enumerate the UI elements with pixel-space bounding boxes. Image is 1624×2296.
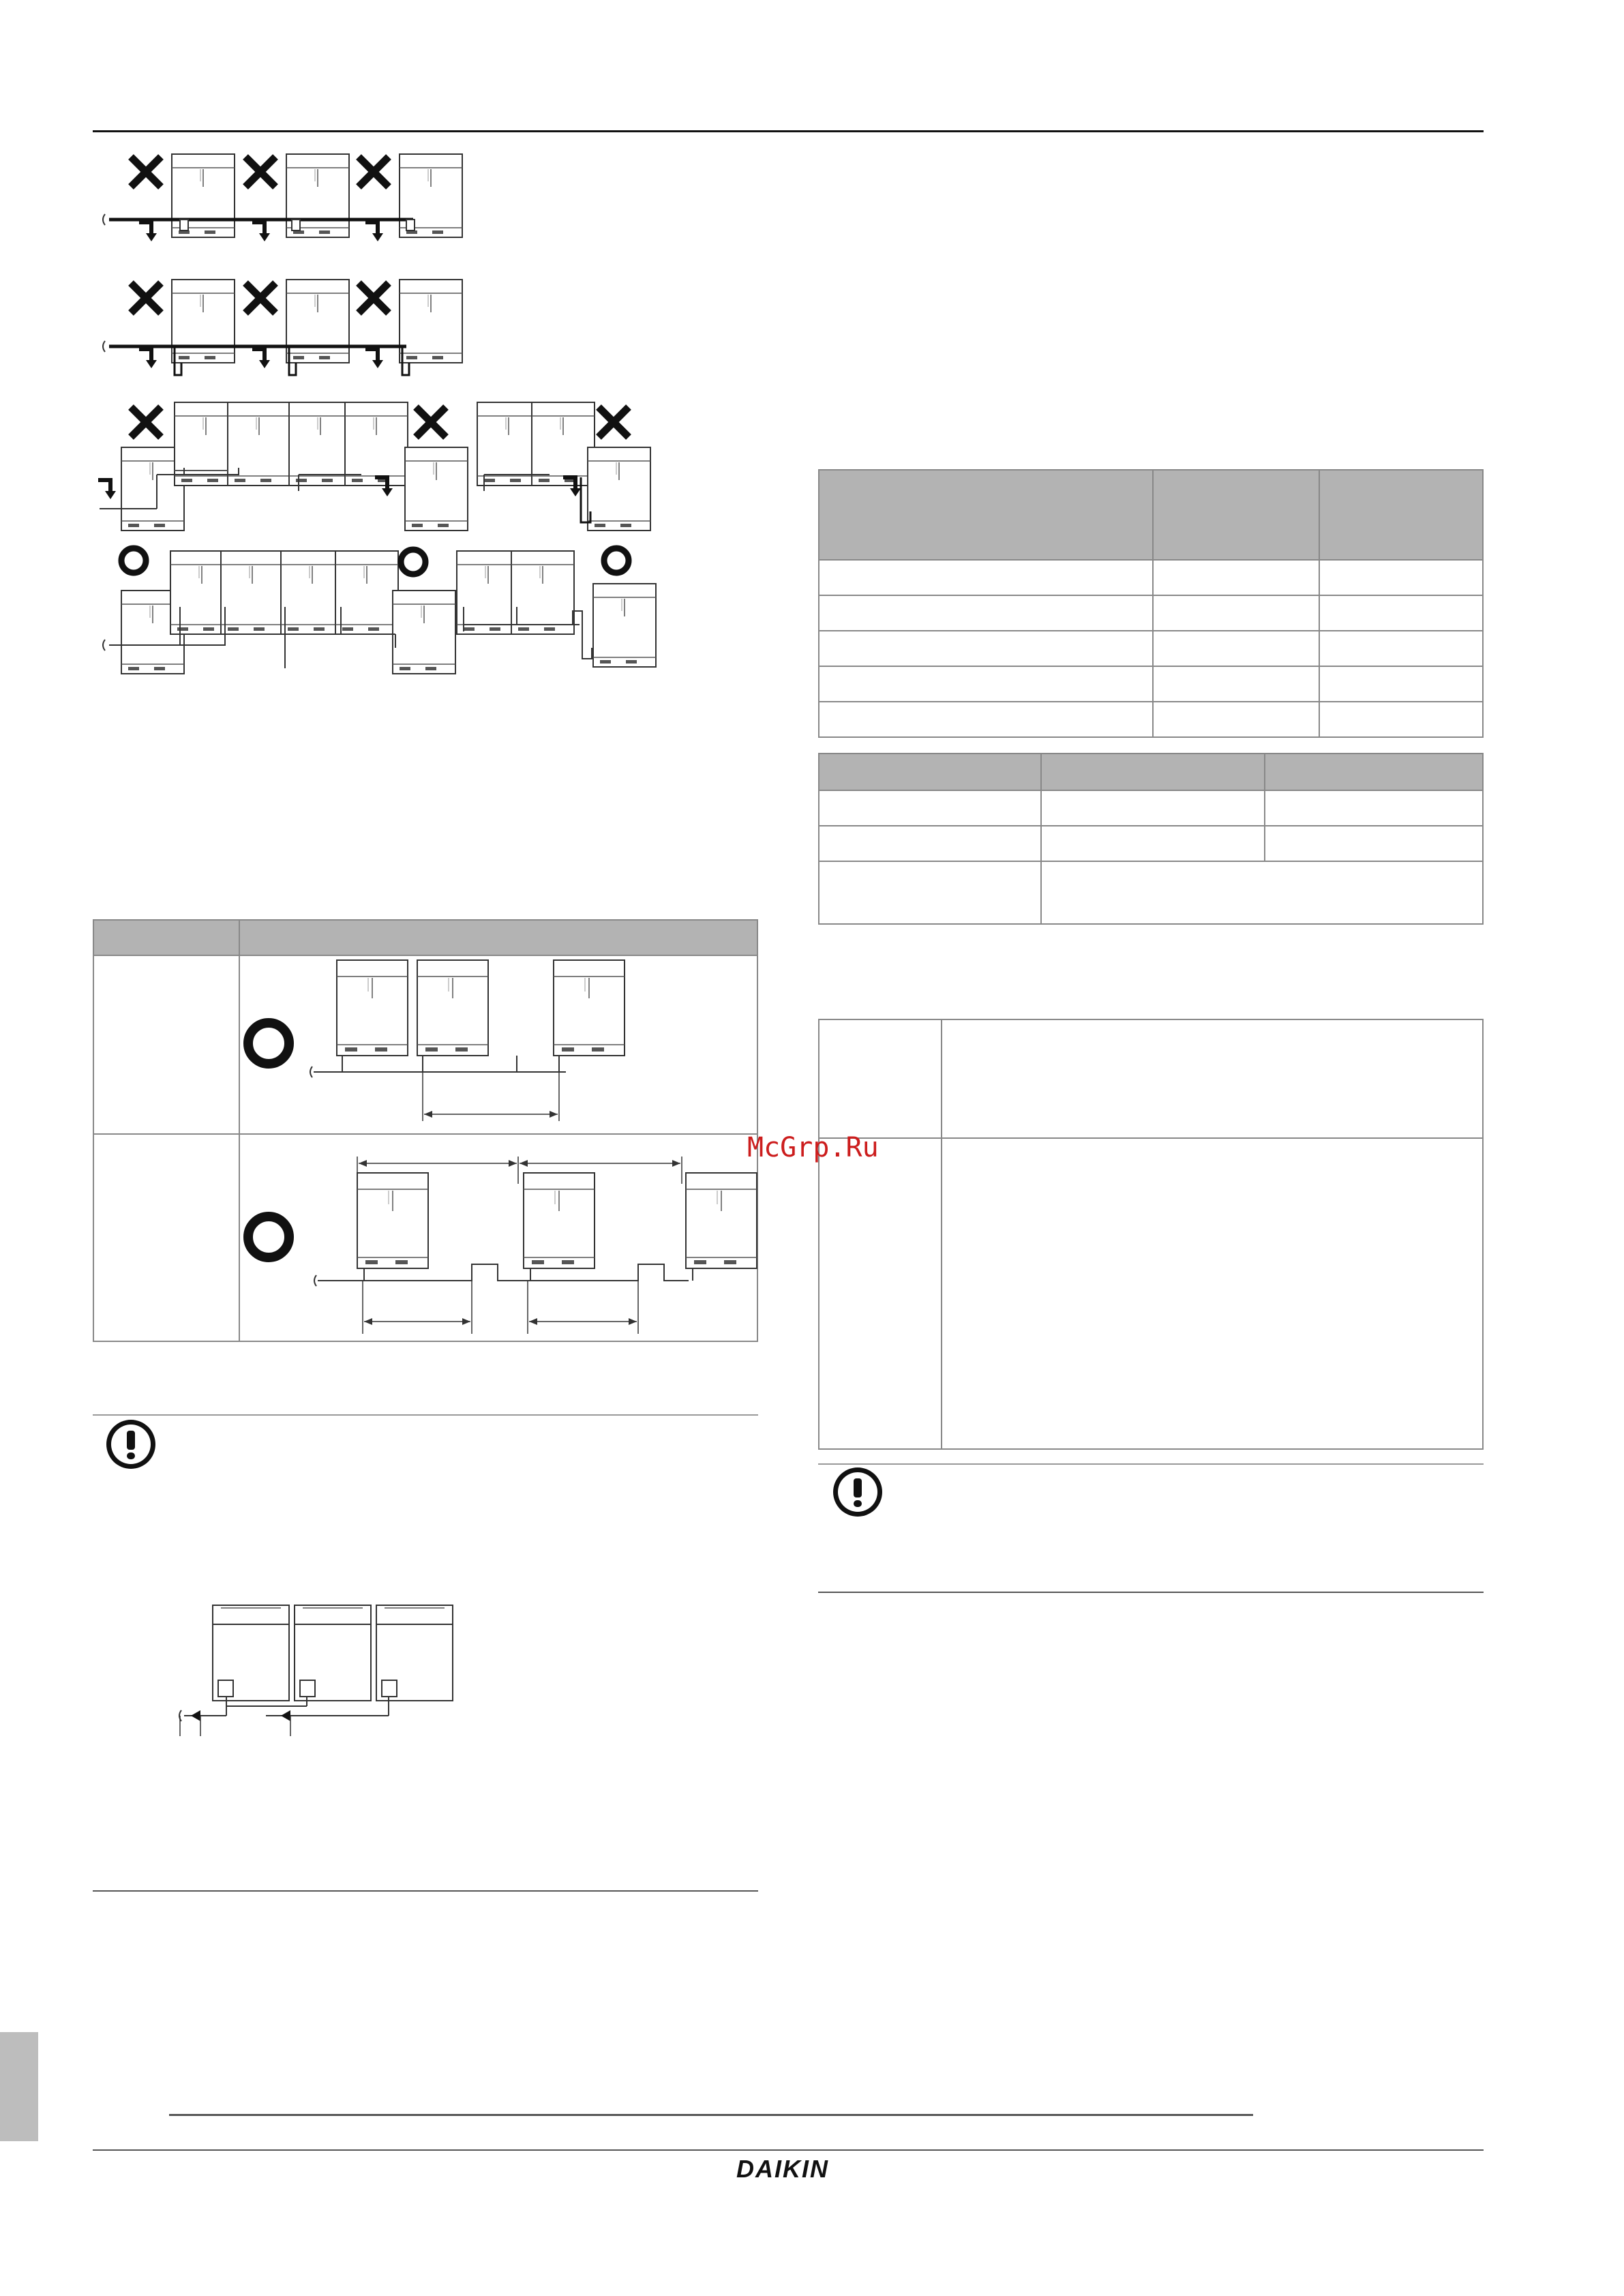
specification-table-2 [818,753,1484,925]
table-cell [819,861,1041,924]
table-cell [819,666,1153,702]
table-cell [1153,560,1319,595]
table-cell [819,790,1041,826]
table-header-cell [819,470,1153,560]
note-top-rule-right [818,1463,1484,1465]
table-header-cell [239,920,757,955]
correct-layout-diagram-2 [239,1143,757,1341]
table-cell [819,826,1041,861]
table-cell [819,1019,942,1138]
specification-table-1 [818,469,1484,738]
table-cell [1319,560,1483,595]
drain-connection-diagram [170,1601,464,1744]
table-cell [1265,826,1483,861]
table-cell [1319,666,1483,702]
table-cell [1153,702,1319,737]
table-cell [1319,595,1483,631]
table-header-cell [1153,470,1319,560]
top-rule [93,130,1484,132]
table-cell [942,1019,1483,1138]
exclamation-icon [833,1467,882,1517]
watermark-text: McGrp.Ru [747,1132,879,1163]
table-cell [819,702,1153,737]
note-top-rule [93,1414,758,1416]
table-cell [1319,702,1483,737]
table-cell [1153,595,1319,631]
table-cell [1153,666,1319,702]
table-cell [942,1138,1483,1449]
side-language-tab [0,2032,38,2141]
daikin-logo: DAIKIN [736,2155,829,2183]
exclamation-icon [106,1420,155,1469]
correct-layout-diagram-1 [239,955,757,1132]
table-cell [1041,790,1265,826]
table-header-cell [93,920,239,955]
table-cell [819,1138,942,1449]
table-cell [1319,631,1483,666]
table-cell [819,560,1153,595]
table-header-cell [1041,754,1265,790]
table-cell [819,595,1153,631]
note-bottom-rule-right [818,1592,1484,1593]
description-table [818,1019,1484,1450]
footer-rule [93,2149,1484,2151]
table-cell [93,1134,239,1341]
footer-inner-rule [169,2114,1253,2116]
table-header-cell [1265,754,1483,790]
table-header-cell [819,754,1041,790]
table-cell-merged [1041,861,1483,924]
note-bottom-rule [93,1890,758,1892]
table-cell [1153,631,1319,666]
table-cell [819,631,1153,666]
table-cell [93,955,239,1134]
table-cell [1265,790,1483,826]
table-cell [1041,826,1265,861]
table-header-cell [1319,470,1483,560]
piping-diagram-wrong-correct [95,143,655,682]
